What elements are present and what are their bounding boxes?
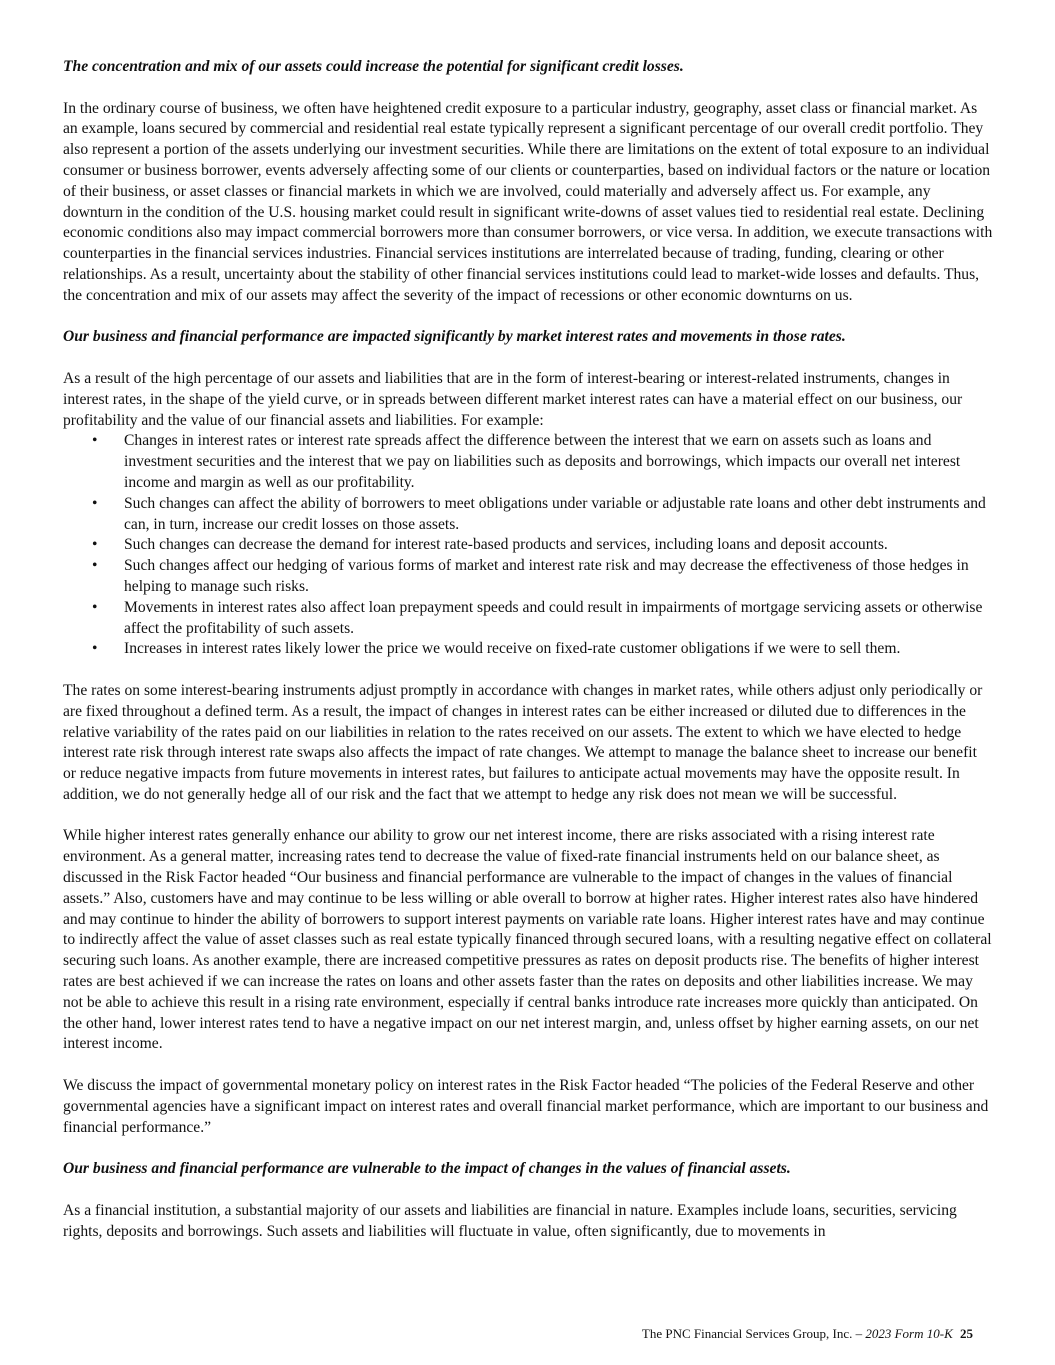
list-item-text: Such changes affect our hedging of various forms of market and interest rate risk and may decrease the effectiveness of those hedges in helping to manage such risks.	[124, 557, 969, 595]
paragraph-financial-assets: As a financial institution, a substantial majority of our assets and liabilities are financial in nature. Examples include loans, securities, servicing rights, deposits and borrowings. Such assets and liabilities will fluctuate in value, often significantly, due to movements in	[63, 1201, 957, 1240]
list-item-text: Such changes can affect the ability of borrowers to meet obligations under variable or adjustable rate loans and other debt instruments and can, in turn, increase our credit losses on those assets.	[124, 494, 986, 533]
footer-company: The PNC Financial Services Group, Inc. –	[641, 1326, 863, 1341]
section-heading-financial-assets: Our business and financial performance are vulnerable to the impact of changes in the values of financial assets.	[63, 1160, 791, 1178]
bullet-icon: •	[92, 557, 98, 575]
paragraph-credit-concentration: In the ordinary course of business, we often have heightened credit exposure to a particular industry, geography, asset class or financial market. As an example, loans secured by commercial and residential real estate typically represent a significant percentage of our overall credit portfolio. They also represent a portion of the assets underlying our investment securities. While there are limitations on the extent of total exposure to an individual consumer or business borrower, events adversely affecting some of our clients or counterparties, based on individual factors or the nature or location of their business, or asset classes or financial markets in which we are involved, could materially and adversely affect us. For example, any downturn in the condition of the U.S. housing market could result in significant write-downs of asset values tied to residential real estate. Declining economic conditions also may impact commercial borrowers more than consumer borrowers, or vice versa. In addition, we execute transactions with counterparties in the financial services industries. Financial services institutions are interrelated because of trading, funding, clearing or other relationships. As a result, uncertainty about the stability of other financial services institutions could lead to market-wide losses and defaults. Thus, the concentration and mix of our assets may affect the severity of the impact of recessions or other economic downturns on us.	[63, 99, 993, 304]
bullet-icon: •	[92, 494, 98, 512]
bullet-icon: •	[92, 640, 98, 658]
document-page	[63, 57, 993, 1263]
bullet-icon: •	[92, 536, 98, 554]
bullet-icon: •	[92, 598, 98, 616]
bullet-icon: •	[92, 432, 98, 450]
list-item	[63, 556, 993, 598]
paragraph-monetary-policy: We discuss the impact of governmental monetary policy on interest rates in the Risk Factor headed “The policies of the Federal Reserve and other governmental agencies have a significant impact on interest rates and overall financial market performance, which are important to our business and financial performance.”	[63, 1077, 989, 1136]
section-heading-interest-rates: Our business and financial performance are impacted significantly by market interest rates and movements in those rates.	[63, 328, 846, 346]
paragraph-rate-adjustment: The rates on some interest-bearing instruments adjust promptly in accordance with changes in market rates, while others adjust only periodically or are fixed throughout a defined term. As a result, the impact of changes in interest rates can be either increased or diluted due to differences in the relative variability of the rates paid on our liabilities in relation to the rates received on our assets. The extent to which we have elected to hedge interest rate risk through interest rate swaps also affects the impact of rate changes. We attempt to manage the balance sheet to increase our benefit or reduce negative impacts from future movements in interest rates, but failures to anticipate actual movements may have the opposite result. In addition, we do not generally hedge all of our risk and the fact that we attempt to hedge any risk does not mean we will be successful.	[63, 681, 983, 803]
list-item-text: Movements in interest rates also affect loan prepayment speeds and could result in impairments of mortgage servicing assets or otherwise affect the profitability of such assets.	[124, 598, 983, 637]
list-item	[63, 431, 993, 493]
list-item	[63, 494, 993, 536]
list-item-text: Such changes can decrease the demand for interest rate-based products and services, including loans and deposit accounts.	[124, 536, 888, 554]
list-item-text: Changes in interest rates or interest rate spreads affect the difference between the interest that we earn on assets such as loans and investment securities and the interest that we pay on liabilities such as deposits and borrowings, which impacts our overall net interest income and margin as well as our profitability.	[124, 432, 961, 491]
list-item-text: Increases in interest rates likely lower the price we would receive on fixed-rate customer obligations if we were to sell them.	[124, 640, 901, 658]
interest-rate-effects-list	[63, 431, 993, 660]
section-heading-credit-losses: The concentration and mix of our assets could increase the potential for significant credit losses.	[63, 58, 684, 75]
page-footer	[642, 1325, 973, 1343]
paragraph-rising-rate-risks: While higher interest rates generally enhance our ability to grow our net interest income, there are risks associated with a rising interest rate environment. As a general matter, increasing rates tend to decrease the value of fixed-rate financial instruments held on our balance sheet, as discussed in the Risk Factor headed “Our business and financial performance are vulnerable to the impact of changes in the values of financial assets.” Also, customers have and may continue to be less willing or able overall to borrow at higher rates. Higher interest rates also have hindered and may continue to hinder the ability of borrowers to support interest payments on variable rate loans. Higher interest rates have and may continue to indirectly affect the value of asset classes such as real estate typically financed through secured loans, with a resulting negative effect on collateral securing such loans. As another example, there are increased competitive pressures as rates on deposit products rise. The benefits of higher interest rates are best achieved if we can increase the rates on loans and other assets faster than the rates on deposits and other liabilities increase. We may not be able to achieve this result in a rising rate environment, especially if central banks introduce rate increases more quickly than anticipated. On the other hand, lower interest rates tend to have a negative impact on our net interest margin, and, unless offset by higher earning assets, on our net interest income.	[63, 827, 992, 1053]
list-item	[63, 598, 993, 640]
footer-form: 2023 Form 10-K	[865, 1326, 953, 1341]
list-item	[63, 639, 993, 660]
page-number: 25	[960, 1326, 973, 1341]
list-item	[63, 535, 993, 556]
paragraph-interest-rates-intro: As a result of the high percentage of our assets and liabilities that are in the form of interest-bearing or interest-related instruments, changes in interest rates, in the shape of the yield curve, or in spreads between different market interest rates can have a material effect on our business, our profitability and the value of our financial assets and liabilities. For example:	[63, 369, 963, 429]
